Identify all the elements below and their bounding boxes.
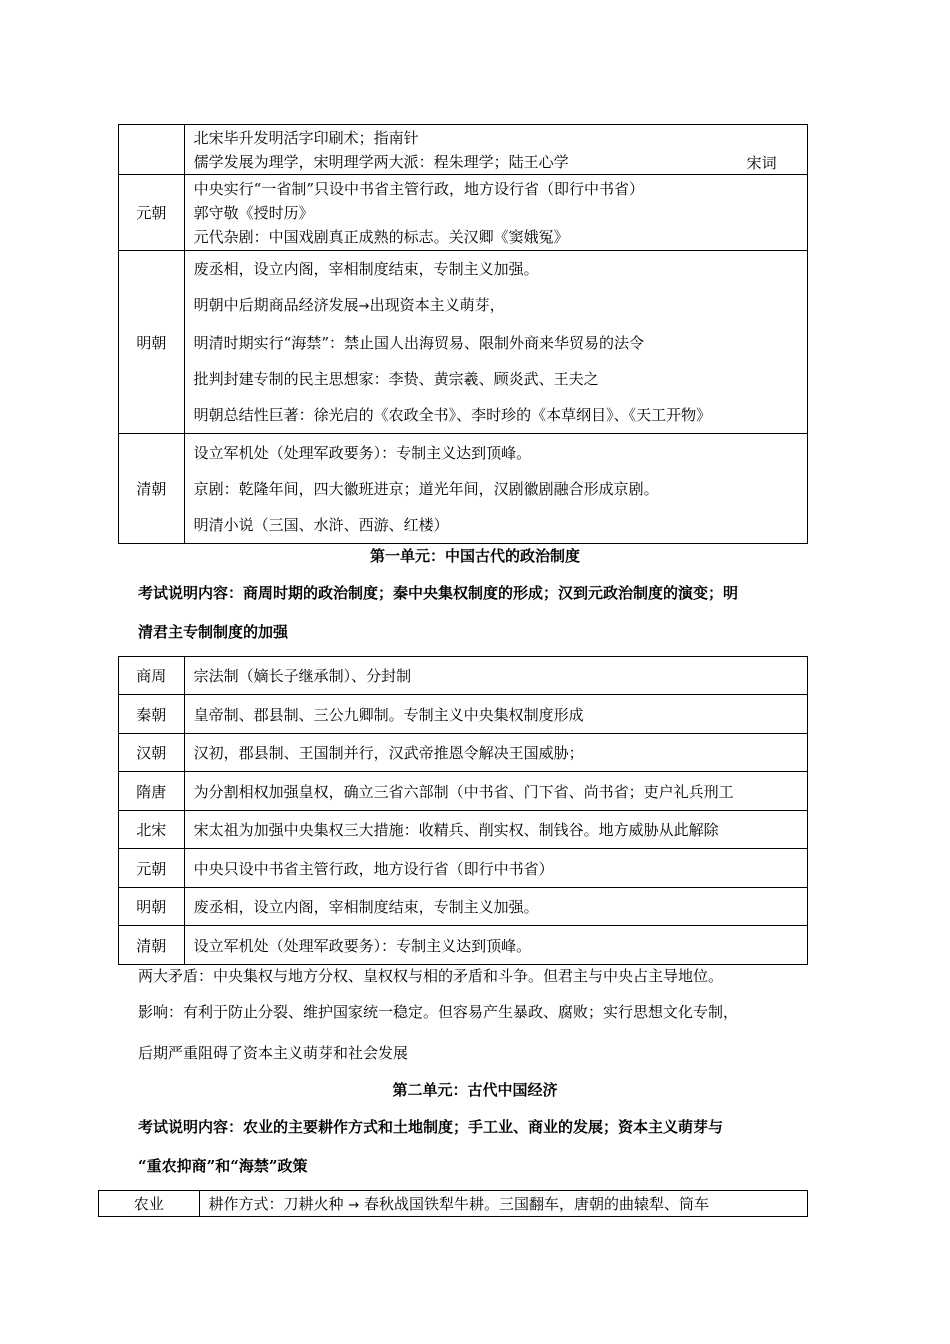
table-row [119,434,808,544]
era-cell: 明朝 [119,888,185,926]
table-row [119,251,808,434]
table-row [99,1191,808,1217]
content-line: 京剧：乾隆年间，四大徽班进京；道光年间，汉剧徽剧融合形成京剧。 [193,479,659,498]
era-cell: 清朝 [119,926,185,965]
table-row [119,125,808,175]
content-line: 废丞相，设立内阁，宰相制度结束，专制主义加强。 [193,260,539,278]
content-cell: 废丞相，设立内阁，宰相制度结束，专制主义加强。 [184,888,807,926]
content-text: 耕作方式：刀耕火种 [208,1195,344,1213]
era-cell: 元朝 [119,849,185,888]
content-text: 出现资本主义萌芽， [369,296,505,314]
content-line: 儒学发展为理学，宋明理学两大派：程朱理学；陆王心学 [193,152,569,171]
content-line: 明朝总结性巨著：徐光启的《农政全书》、李时珍的《本草纲目》、《天工开物》 [193,406,712,424]
table-row [119,888,808,926]
table-row [119,734,808,772]
arrow-right-icon: → [348,1198,360,1213]
content-cell: 中央只设中书省主管行政，地方设行省（即行中书省） [184,849,807,888]
content-cell [184,125,807,175]
table-row [119,772,808,811]
table-row [119,926,808,965]
content-line: 郭守敬《授时历》 [193,203,314,222]
unit2-exam-line: 考试说明内容：农业的主要耕作方式和土地制度；手工业、商业的发展；资本主义萌芽与 [138,1118,724,1136]
content-cell [184,251,807,434]
era-cell: 清朝 [119,434,185,544]
era-cell: 秦朝 [119,695,185,734]
era-cell: 农业 [99,1191,200,1217]
unit1-title: 第一单元：中国古代的政治制度 [369,547,580,565]
table-row [119,657,808,695]
table-row [119,811,808,849]
content-cell: 宋太祖为加强中央集权三大措施：收精兵、削实权、制钱谷。地方威胁从此解除 [184,811,807,849]
political-system-table [118,656,808,965]
content-text: 春秋战国铁犁牛耕。三国翻车，唐朝的曲辕犁、筒车 [364,1195,710,1213]
content-line: 中央实行“一省制”只设中书省主管行政，地方设行省（即行中书省） [193,179,644,198]
content-extra: 宋词 [746,154,777,172]
unit1-paragraph: 后期严重阻碍了资本主义萌芽和社会发展 [138,1044,409,1062]
unit1-paragraph: 影响：有利于防止分裂、维护国家统一稳定。但容易产生暴政、腐败；实行思想文化专制， [138,1003,739,1021]
content-cell: 为分割相权加强皇权，确立三省六部制（中书省、门下省、尚书省；吏户礼兵刑工 [184,772,807,811]
content-cell: 设立军机处（处理军政要务）：专制主义达到顶峰。 [184,926,807,965]
content-text: 明朝中后期商品经济发展 [193,296,359,314]
era-cell: 元朝 [119,175,185,251]
unit2-exam-line: “重农抑商”和“海禁”政策 [138,1157,308,1175]
content-cell [199,1191,807,1217]
content-cell [184,434,807,544]
content-line: 明清时期实行“海禁”：禁止国人出海贸易、限制外商来华贸易的法令 [193,334,644,352]
era-cell: 北宋 [119,811,185,849]
dynasty-culture-table [118,124,808,544]
era-cell: 隋唐 [119,772,185,811]
table-row [119,695,808,734]
content-line: 北宋毕升发明活字印刷术；指南针 [193,128,419,147]
table-row [119,849,808,888]
arrow-right-icon: → [358,299,370,314]
unit1-paragraph: 两大矛盾：中央集权与地方分权、皇权权与相的矛盾和斗争。但君主与中央占主导地位。 [138,967,724,985]
content-line: 元代杂剧：中国戏剧真正成熟的标志。关汉卿《窦娥冤》 [193,227,569,246]
content-cell [184,175,807,251]
content-line: 批判封建专制的民主思想家：李贽、黄宗羲、顾炎武、王夫之 [193,370,599,388]
content-cell: 汉初，郡县制、王国制并行，汉武帝推恩令解决王国威胁； [184,734,807,772]
content-line: 设立军机处（处理军政要务）：专制主义达到顶峰。 [193,443,532,462]
era-cell: 明朝 [119,251,185,434]
content-line [194,287,807,325]
unit1-exam-line: 清君主专制制度的加强 [138,623,289,641]
era-cell [119,125,185,175]
content-cell: 皇帝制、郡县制、三公九卿制。专制主义中央集权制度形成 [184,695,807,734]
unit1-exam-line: 考试说明内容：商周时期的政治制度；秦中央集权制度的形成；汉到元政治制度的演变；明 [138,584,739,602]
content-line: 明清小说（三国、水浒、西游、红楼） [193,515,449,534]
unit2-title: 第二单元：古代中国经济 [392,1081,558,1099]
era-cell: 商周 [119,657,185,695]
era-cell: 汉朝 [119,734,185,772]
content-cell: 宗法制（嫡长子继承制）、分封制 [184,657,807,695]
table-row [119,175,808,251]
economy-table [98,1190,808,1217]
